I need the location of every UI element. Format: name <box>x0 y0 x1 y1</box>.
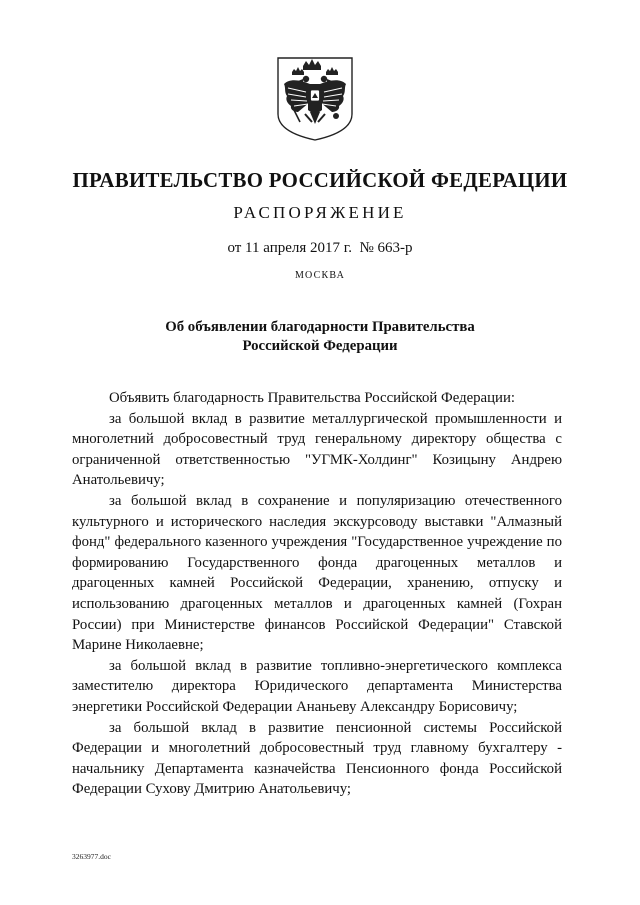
document-date-number: от 11 апреля 2017 г. № 663-р <box>227 240 413 256</box>
document-city: МОСКВА <box>294 270 346 281</box>
document-type: РАСПОРЯЖЕНИЕ <box>233 203 407 222</box>
file-code: 3263977.doc <box>72 852 111 861</box>
body-paragraph: за большой вклад в развитие топливно-энергетического комплекса заместителю директора Юридического департамента Министерства энергетики Российской Федерации Ананьеву Александру Борисовичу; <box>72 657 562 715</box>
subject-line-2: Российской Федерации <box>242 338 398 354</box>
russian-coat-of-arms-icon <box>270 52 360 142</box>
government-title: ПРАВИТЕЛЬСТВО РОССИЙСКОЙ ФЕДЕРАЦИИ <box>72 168 568 192</box>
body-paragraph-intro: Объявить благодарность Правительства Российской Федерации: <box>109 390 515 406</box>
document-subject <box>0 318 640 356</box>
body-paragraph: за большой вклад в развитие металлургической промышленности и многолетний добросовестный труд генеральному директору общества с ограниченной ответственностью "УГМК-Холдинг" Козицыну Андрею Анатольевичу; <box>72 410 562 489</box>
body-paragraph: за большой вклад в сохранение и популяризацию отечественного культурного и исторического наследия экскурсоводу выставки "Алмазный фонд" федерального казенного учреждения "Государственное учреждение по формированию Государственного фонда драгоценных металлов и драгоценных камней Российской Федерации, хранению, отпуску и использованию драгоценных металлов и драгоценных камней (Гохран России) при Министерстве финансов Российской Федерации" Ставской Марине Николаевне; <box>72 492 562 654</box>
subject-line-1: Об объявлении благодарности Правительства <box>165 319 475 335</box>
body-paragraph: за большой вклад в развитие пенсионной системы Российской Федерации и многолетний добросовестный труд главному бухгалтеру - начальнику Департамента казначейства Пенсионного фонда Российской Федерации Сухову Дмитрию Анатольевичу; <box>72 719 562 798</box>
document-body <box>72 388 562 800</box>
